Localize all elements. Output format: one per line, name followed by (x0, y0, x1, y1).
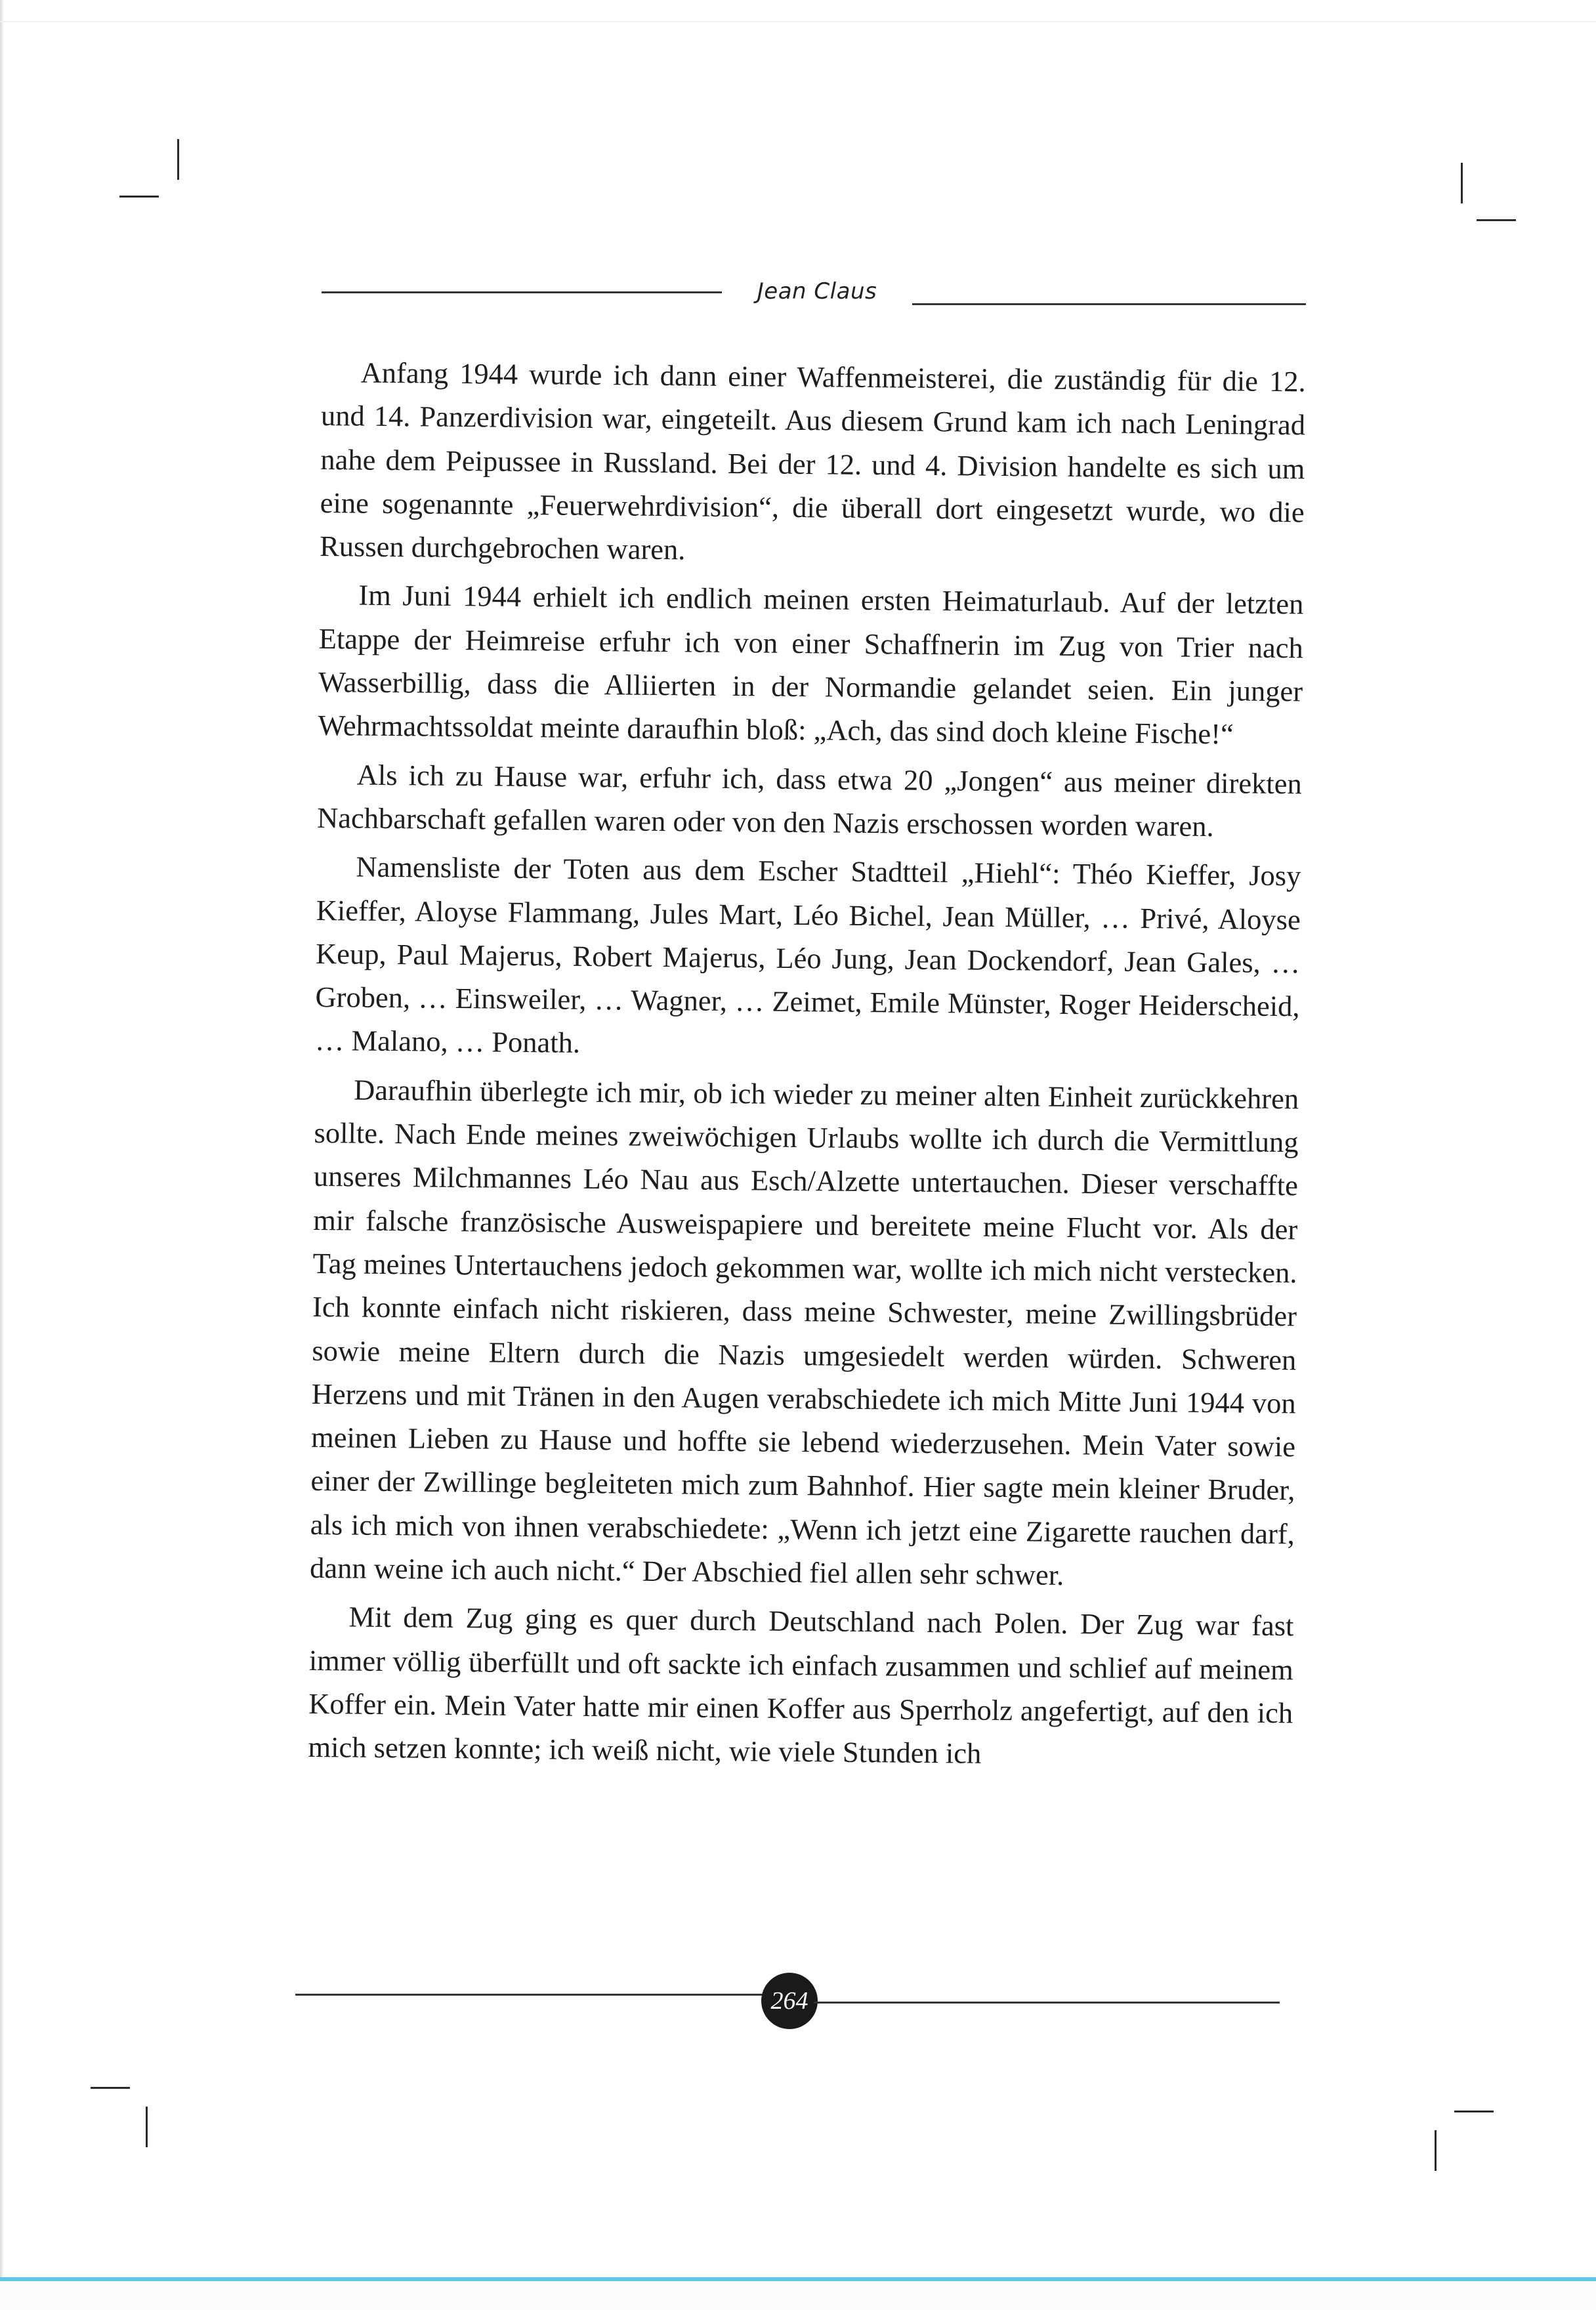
crop-mark-bottom-left-horizontal (91, 2087, 130, 2089)
paragraph: Namensliste der Toten aus dem Escher Stadtteil „Hiehl“: Théo Kieffer, Josy Kieffer, Aloyse Flammang, Jules Mart, Léo Bichel, Jean Müller, … Privé, Aloyse Keup, Paul Majerus, Robert Majerus, Léo Jung, Jean Dockendorf, Jean Gales, … Groben, … Einsweiler, … Wagner, … Zeimet, Emile Münster, Roger Heiderscheid, … Malano, … Ponath. (314, 850, 1301, 1060)
running-head-author: Jean Claus (757, 278, 877, 304)
paragraph: Anfang 1944 wurde ich dann einer Waffenmeisterei, die zuständig für die 12. und 14. Panzerdivision war, eingeteilt. Aus diesem Grund kam ich nach Leningrad nahe dem Peipussee in Russland. Bei der 12. und 4. Division handelte es sich um eine sogenannte „Feuerwehrdivision“, die überall dort eingesetzt wurde, wo die Russen durchgebrochen waren. (319, 356, 1306, 566)
crop-mark-bottom-right-horizontal (1454, 2110, 1494, 2112)
crop-mark-top-left-vertical (177, 139, 179, 180)
paragraph: Daraufhin überlegte ich mir, ob ich wieder zu meiner alten Einheit zurückkehren sollte. Nach Ende meines zweiwöchigen Urlaubs wollte ich durch die Vermittlung unseres Milchmannes Léo Nau aus Esch/Alzette untertauchen. Dieser verschaffte mir falsche französische Ausweispapiere und bereitete meine Flucht vor. Als der Tag meines Untertauchens jedoch gekommen war, wollte ich mich nicht verstecken. Ich konnte einfach nicht riskieren, dass meine Schwester, meine Zwillingsbrüder sowie meine Eltern durch die Nazis umgesiedelt werden würden. Schweren Herzens und mit Tränen in den Augen verabschiedete ich mich Mitte Juni 1944 von meinen Lieben zu Hause und hoffte sie lebend wiederzusehen. Mein Vater sowie einer der Zwillinge begleiteten mich zum Bahnhof. Hier sagte mein kleiner Bruder, als ich mich von ihnen verabschiedete: „Wenn ich jetzt eine Zigarette rauchen darf, dann weine ich auch nicht.“ Der Abschied fiel allen sehr schwer. (309, 1073, 1299, 1591)
page-header (322, 276, 1312, 322)
crop-mark-top-right-vertical (1461, 163, 1463, 203)
paragraph: Als ich zu Hause war, erfuhr ich, dass etwa 20 „Jongen“ aus meiner direkten Nachbarschaft gefallen waren oder von den Nazis erschossen worden waren. (316, 758, 1302, 843)
crop-mark-top-right-horizontal (1477, 219, 1516, 221)
page-footer (295, 1962, 1286, 2028)
footer-rule-right (814, 2002, 1280, 2004)
paragraph: Mit dem Zug ging es quer durch Deutschland nach Polen. Der Zug war fast immer völlig überfüllt und oft sackte ich einfach zusammen und schlief auf meinem Koffer ein. Mein Vater hatte mir einen Koffer aus Sperrholz angefertigt, auf den ich mich setzen konnte; ich weiß nicht, wie viele Stunden ich (308, 1600, 1294, 1770)
scan-edge-bottom (0, 2277, 1596, 2281)
footer-rule-left (295, 1994, 768, 1996)
paragraph: Im Juni 1944 erhielt ich endlich meinen ersten Heimaturlaub. Auf der letzten Etappe der Heimreise erfuhr ich von einer Schaffnerin im Zug von Trier nach Wasserbillig, dass die Alliierten in der Normandie gelandet seien. Ein junger Wehrmachtssoldat meinte daraufhin bloß: „Ach, das sind doch kleine Fische!“ (318, 579, 1304, 751)
crop-mark-bottom-right-vertical (1435, 2130, 1437, 2171)
crop-mark-top-left-horizontal (119, 196, 159, 198)
page-number-badge: 264 (761, 1973, 818, 2029)
header-rule-left (322, 291, 722, 293)
header-rule-right (912, 303, 1306, 305)
scan-shadow-left (0, 0, 4, 2277)
body-text (308, 350, 1306, 1778)
scan-edge-top (0, 21, 1596, 22)
crop-mark-bottom-left-vertical (146, 2107, 148, 2147)
